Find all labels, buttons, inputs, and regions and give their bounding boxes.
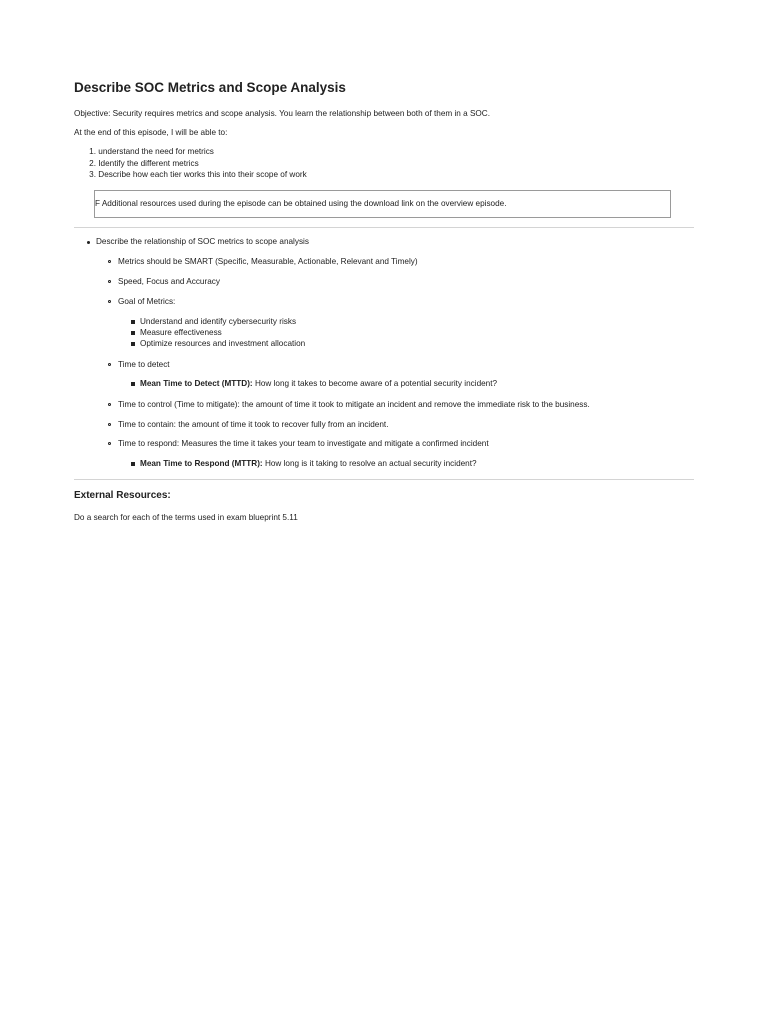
page-title: Describe SOC Metrics and Scope Analysis [74, 80, 346, 95]
list-item: 3. Describe how each tier works this into their scope of work [89, 170, 307, 179]
outline-contain: Time to contain: the amount of time it took to recover fully from an incident. [118, 420, 389, 429]
outline-smart: Metrics should be SMART (Specific, Measurable, Actionable, Relevant and Timely) [118, 257, 418, 266]
note-text: F Additional resources used during the episode can be obtained using the download link on the overview episode. [95, 199, 507, 208]
mttr-item [140, 458, 477, 470]
bullet-icon [108, 280, 111, 283]
outline-main: Describe the relationship of SOC metrics to scope analysis [96, 237, 309, 246]
outline-goal: Goal of Metrics: [118, 297, 176, 306]
bullet-icon [108, 403, 111, 406]
resources-note-box [94, 190, 671, 218]
mttr-text: How long is it taking to resolve an actual security incident? [262, 459, 477, 468]
mttr-label: Mean Time to Respond (MTTR): [140, 459, 263, 468]
bullet-icon [131, 320, 135, 324]
goal-item: Measure effectiveness [140, 328, 222, 337]
note-icon: F [95, 199, 101, 208]
bullet-icon [131, 462, 135, 466]
mttd-label: Mean Time to Detect (MTTD): [140, 379, 253, 388]
outline-respond: Time to respond: Measures the time it takes your team to investigate and mitigate a confirmed incident [118, 439, 489, 448]
outline-detect: Time to detect [118, 360, 170, 369]
list-item: 1. understand the need for metrics [89, 147, 214, 156]
objective-text: Objective: Security requires metrics and scope analysis. You learn the relationship between both of them in a SOC. [74, 109, 490, 118]
bullet-icon [87, 241, 90, 244]
outline-control: Time to control (Time to mitigate): the amount of time it took to mitigate an incident and remove the immediate risk to the business. [118, 400, 590, 409]
bullet-icon [131, 331, 135, 335]
outline-speed: Speed, Focus and Accuracy [118, 277, 220, 286]
learning-objectives-list [74, 146, 307, 181]
bullet-icon [108, 442, 111, 445]
intro-text: At the end of this episode, I will be able to: [74, 128, 228, 137]
goal-item: Understand and identify cybersecurity risks [140, 317, 297, 326]
bullet-icon [108, 423, 111, 426]
external-resources-text: Do a search for each of the terms used in exam blueprint 5.11 [74, 513, 298, 522]
divider [74, 479, 694, 480]
external-resources-heading: External Resources: [74, 490, 171, 501]
bullet-icon [108, 260, 111, 263]
bullet-icon [108, 300, 111, 303]
bullet-icon [131, 342, 135, 346]
mttd-item [140, 378, 497, 390]
goal-item: Optimize resources and investment allocation [140, 339, 306, 348]
bullet-icon [131, 382, 135, 386]
list-item: 2. Identify the different metrics [89, 158, 199, 168]
divider [74, 227, 694, 228]
mttd-text: How long it takes to become aware of a potential security incident? [252, 379, 498, 388]
bullet-icon [108, 363, 111, 366]
